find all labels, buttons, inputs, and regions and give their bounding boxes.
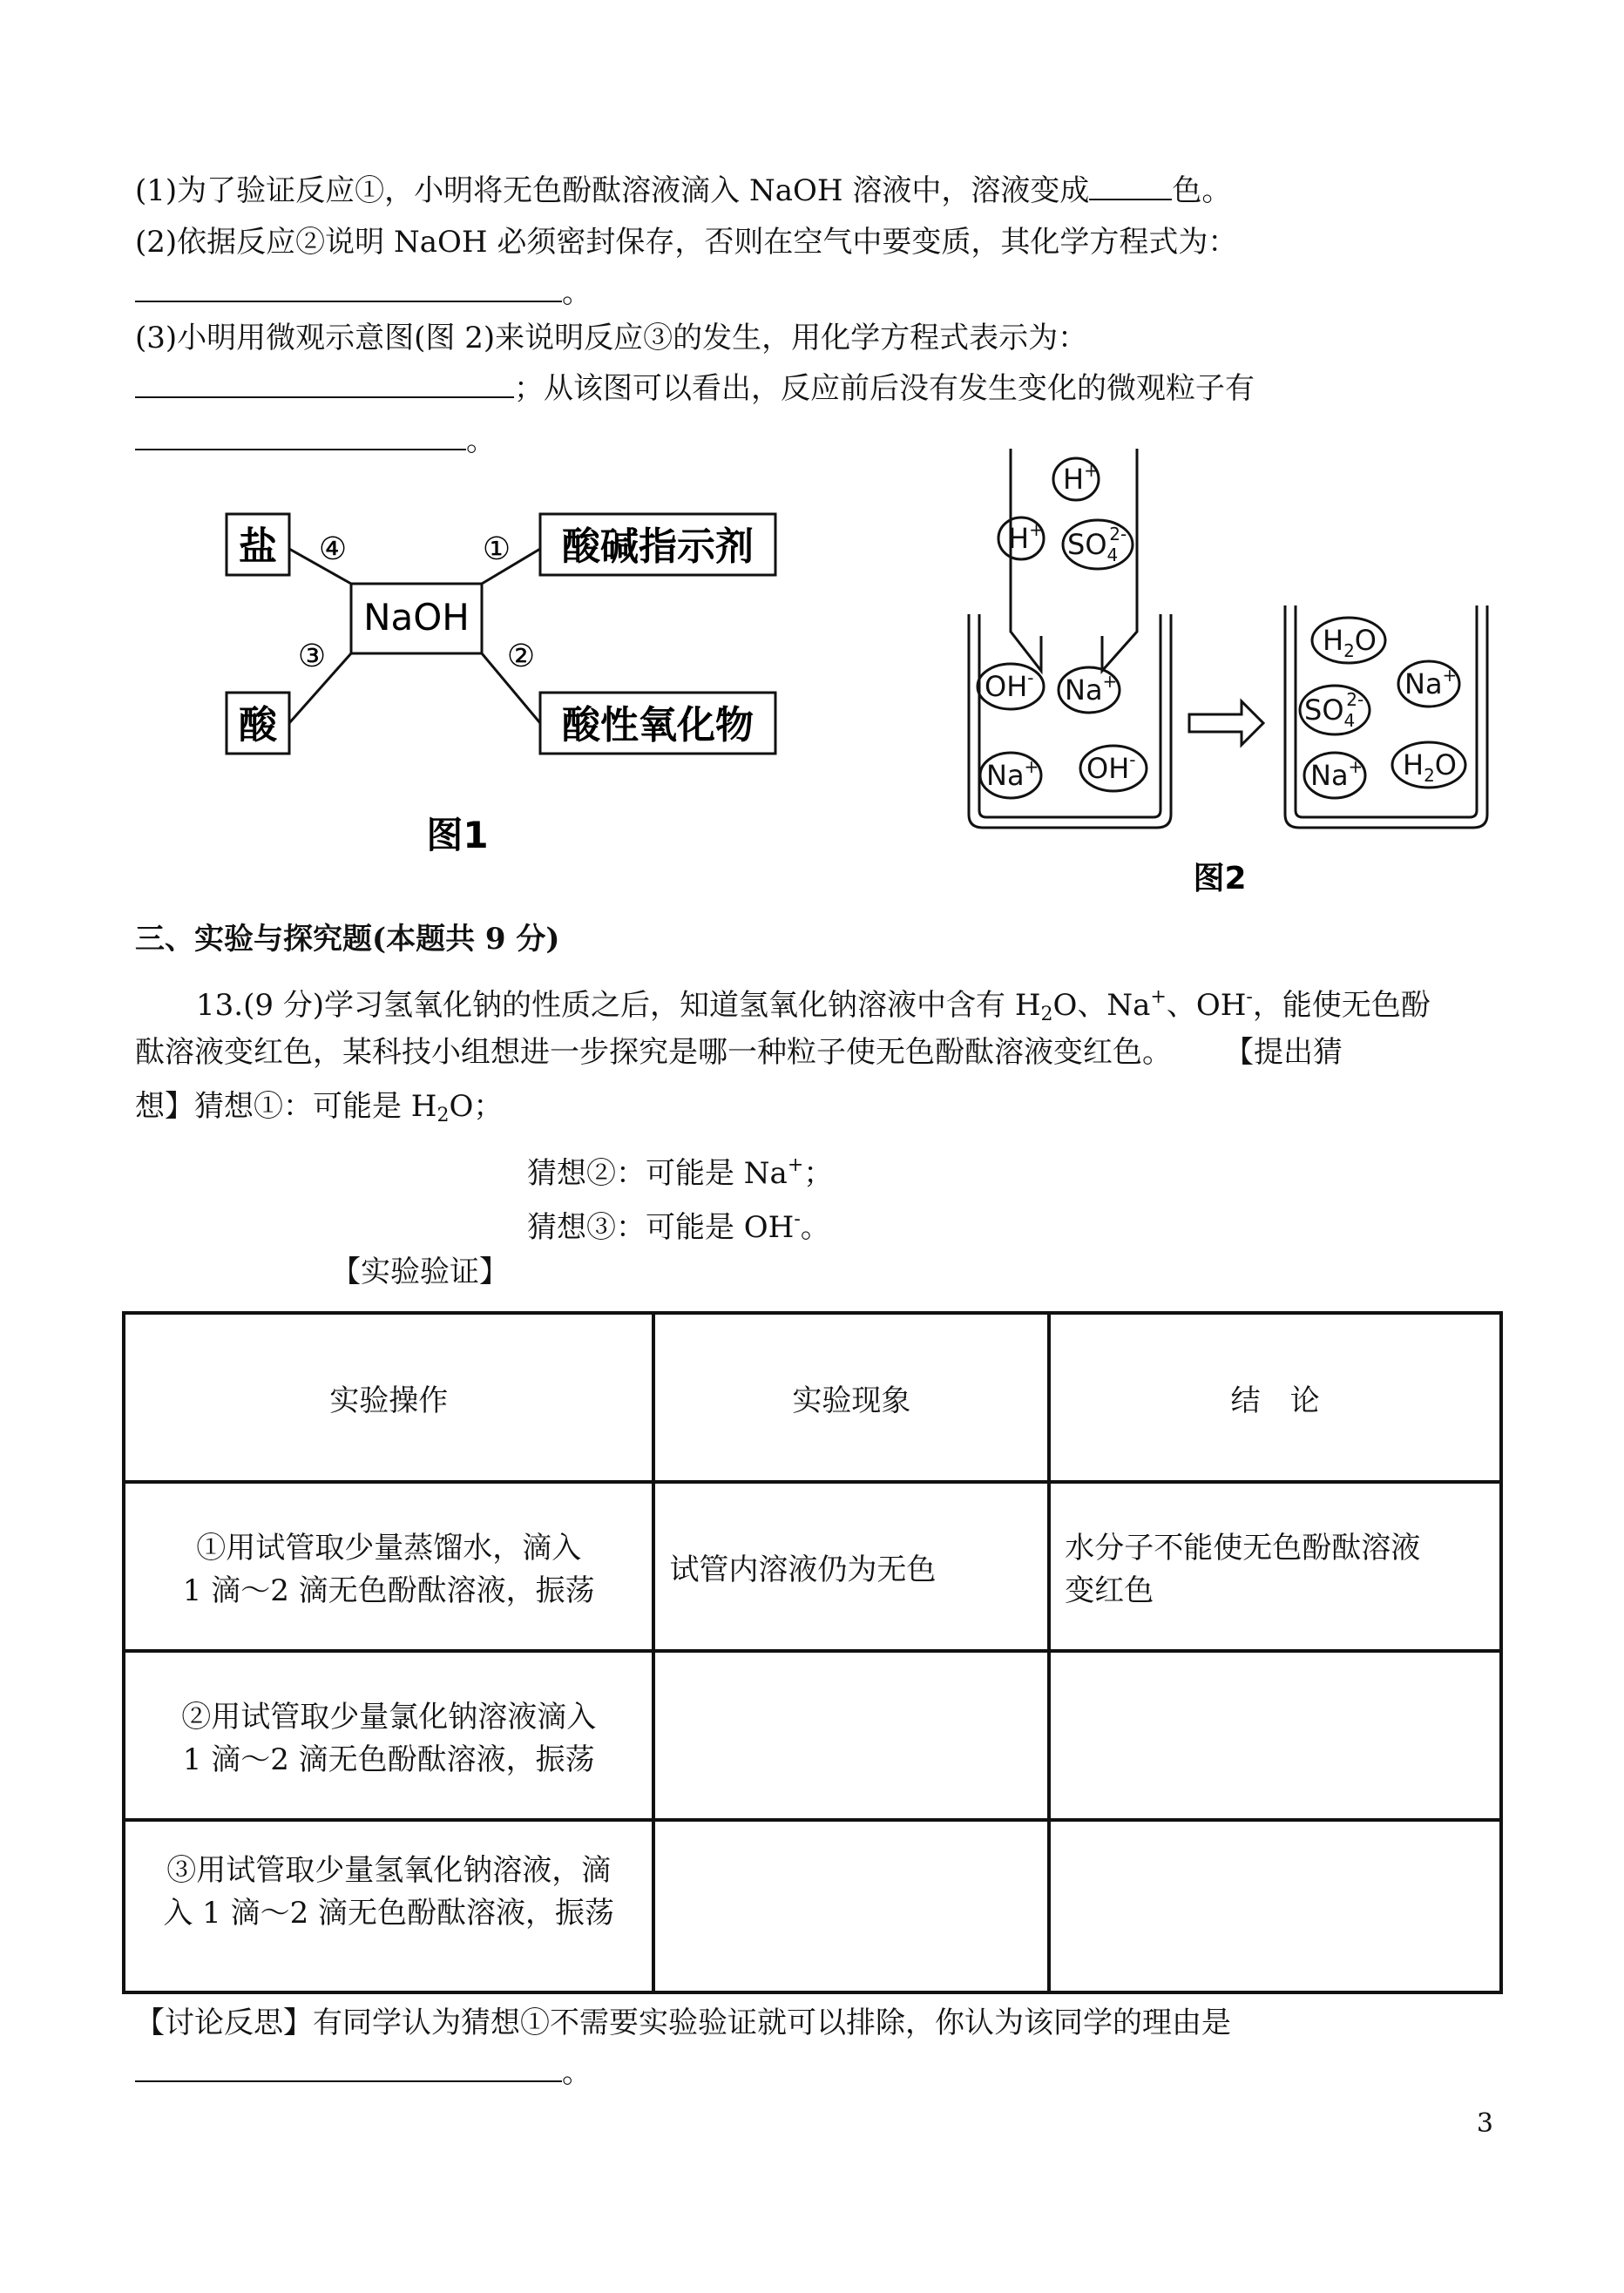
particle-so4-right: $SO_42-$ xyxy=(1304,689,1364,731)
particle-h-plus-2: H+ xyxy=(1008,519,1044,555)
q3-blank-equation[interactable] xyxy=(135,370,514,398)
row1-operation xyxy=(124,1482,653,1651)
figure-2 xyxy=(958,444,1499,906)
row3-op-l2: 入 1 滴～2 滴无色酚酞溶液，振荡 xyxy=(163,1896,615,1931)
q13-line-1 xyxy=(196,980,1431,1032)
row3-op-l1: ③用试管取少量氢氧化钠溶液，滴 xyxy=(166,1853,612,1888)
question-2 xyxy=(135,225,1237,260)
q13-line-3 xyxy=(135,1089,503,1133)
row3-operation xyxy=(124,1820,653,1992)
row1-phenomenon: 试管内溶液仍为无色 xyxy=(653,1482,1049,1651)
row1-conclusion xyxy=(1049,1482,1501,1651)
discussion-blank[interactable] xyxy=(135,2054,562,2082)
q2-blank[interactable] xyxy=(135,274,562,302)
fig1-caption: 图1 xyxy=(426,814,489,856)
row1-con-l2: 变红色 xyxy=(1065,1573,1154,1608)
row1-op-l2: 1 滴～2 滴无色酚酞溶液，振荡 xyxy=(182,1573,595,1608)
q3-text: (3)小明用微观示意图(图 2)来说明反应③的发生，用化学方程式表示为： xyxy=(135,321,1088,355)
particle-h2o-2: $H_2O$ xyxy=(1403,748,1457,786)
q13-l1a: 13.(9 分)学习氢氧化钠的性质之后，知道氢氧化钠溶液中含有 H xyxy=(196,988,1041,1023)
q13-l2b: 【提出猜 xyxy=(1224,1035,1343,1070)
particle-oh-1: OH- xyxy=(985,667,1034,703)
g3b: - xyxy=(794,1208,801,1230)
q13-l1f: - xyxy=(1246,986,1253,1008)
fig1-box-indicator: 酸碱指示剂 xyxy=(562,524,754,569)
page-number: 3 xyxy=(1476,2108,1493,2139)
q2-end: 。 xyxy=(562,275,592,310)
q3-mid: ；从该图可以看出，反应前后没有发生变化的微观粒子有 xyxy=(514,371,1255,406)
particle-na-4: Na+ xyxy=(1310,756,1363,792)
g2c: ； xyxy=(803,1156,834,1191)
question-3-answer xyxy=(135,370,1255,406)
q2-text: (2)依据反应②说明 NaOH 必须密封保存，否则在空气中要变质，其化学方程式为： xyxy=(135,225,1238,260)
q13-l1c: O、Na xyxy=(1052,988,1151,1023)
row2-op-l1: ②用试管取少量氯化钠溶液滴入 xyxy=(181,1700,597,1735)
fig1-num-3: ③ xyxy=(297,639,327,674)
q13-l3b: 2 xyxy=(436,1105,450,1126)
row1-op-l1: ①用试管取少量蒸馏水，滴入 xyxy=(196,1531,582,1566)
g2a: 猜想②：可能是 Na xyxy=(527,1156,788,1191)
question-3-answer-2 xyxy=(135,423,496,458)
fig1-num-2: ② xyxy=(506,639,536,674)
q13-l2: 酞溶液变红色，某科技小组想进一步探究是哪一种粒子使无色酚酞溶液变红色。 xyxy=(135,1035,1172,1070)
row2-op-l2: 1 滴～2 滴无色酚酞溶液，振荡 xyxy=(182,1742,595,1777)
discussion-end: 。 xyxy=(562,2055,592,2090)
particle-h2o-1: $H_2O$ xyxy=(1323,624,1377,661)
header-operation: 实验操作 xyxy=(124,1313,653,1482)
q13-l1e: 、OH xyxy=(1166,988,1247,1023)
fig1-box-salt: 盐 xyxy=(239,524,277,569)
header-phenomenon: 实验现象 xyxy=(653,1313,1049,1482)
particle-so4-top: $SO_42-$ xyxy=(1067,524,1127,565)
fig1-box-acidic-oxide: 酸性氧化物 xyxy=(562,703,754,747)
table-row xyxy=(124,1820,1501,1992)
question-3 xyxy=(135,321,1087,355)
table-row xyxy=(124,1482,1501,1651)
discussion xyxy=(135,2006,1231,2040)
table-header-row xyxy=(124,1313,1501,1482)
q13-l1g: ，能使无色酚 xyxy=(1252,988,1431,1023)
g3c: 。 xyxy=(800,1210,830,1245)
experiment-table xyxy=(122,1311,1503,1994)
particle-na-3: Na+ xyxy=(1404,665,1458,700)
guess-3 xyxy=(527,1202,830,1245)
figure-1 xyxy=(209,484,802,867)
fig1-box-acid: 酸 xyxy=(239,703,277,747)
question-1 xyxy=(135,172,1231,208)
header-conclusion: 结 论 xyxy=(1049,1313,1501,1482)
particle-na-1: Na+ xyxy=(1065,671,1118,707)
g3a: 猜想③：可能是 OH xyxy=(527,1210,795,1245)
q13-l1b: 2 xyxy=(1040,1004,1053,1025)
q3-blank-particles[interactable] xyxy=(135,423,466,450)
g2b: + xyxy=(787,1154,804,1176)
discussion-text: 【讨论反思】有同学认为猜想①不需要实验验证就可以排除，你认为该同学的理由是 xyxy=(135,2006,1231,2040)
question-2-answer xyxy=(135,274,592,310)
q13-line-2 xyxy=(135,1035,1343,1070)
q13-l3c: O； xyxy=(449,1089,504,1124)
particle-na-2: Na+ xyxy=(986,756,1039,792)
q13-l1d: + xyxy=(1150,986,1167,1008)
fig1-num-4: ④ xyxy=(318,531,348,567)
q1-text: (1)为了验证反应①，小明将无色酚酞溶液滴入 NaOH 溶液中，溶液变成 xyxy=(135,173,1090,208)
table-row xyxy=(124,1651,1501,1820)
row1-con-l1: 水分子不能使无色酚酞溶液 xyxy=(1065,1531,1421,1566)
experiment-verify-label: 【实验验证】 xyxy=(331,1255,509,1289)
row3-phenomenon[interactable] xyxy=(653,1820,1049,1992)
row2-phenomenon[interactable] xyxy=(653,1651,1049,1820)
fig2-caption: 图2 xyxy=(1193,861,1247,896)
q1-text-end: 色。 xyxy=(1172,173,1232,208)
q1-blank[interactable] xyxy=(1089,172,1172,200)
fig1-center-naoh: NaOH xyxy=(363,596,470,639)
discussion-answer xyxy=(135,2054,592,2090)
row2-conclusion[interactable] xyxy=(1049,1651,1501,1820)
fig1-num-1: ① xyxy=(482,531,511,567)
section-3-heading: 三、实验与探究题(本题共 9 分) xyxy=(135,922,560,957)
q13-l3a: 想】猜想①：可能是 H xyxy=(135,1089,437,1124)
particle-h-plus-1: H+ xyxy=(1063,460,1099,496)
row3-conclusion[interactable] xyxy=(1049,1820,1501,1992)
guess-2 xyxy=(527,1148,833,1191)
particle-oh-2: OH- xyxy=(1086,749,1136,785)
row2-operation xyxy=(124,1651,653,1820)
q3-end: 。 xyxy=(466,423,496,458)
